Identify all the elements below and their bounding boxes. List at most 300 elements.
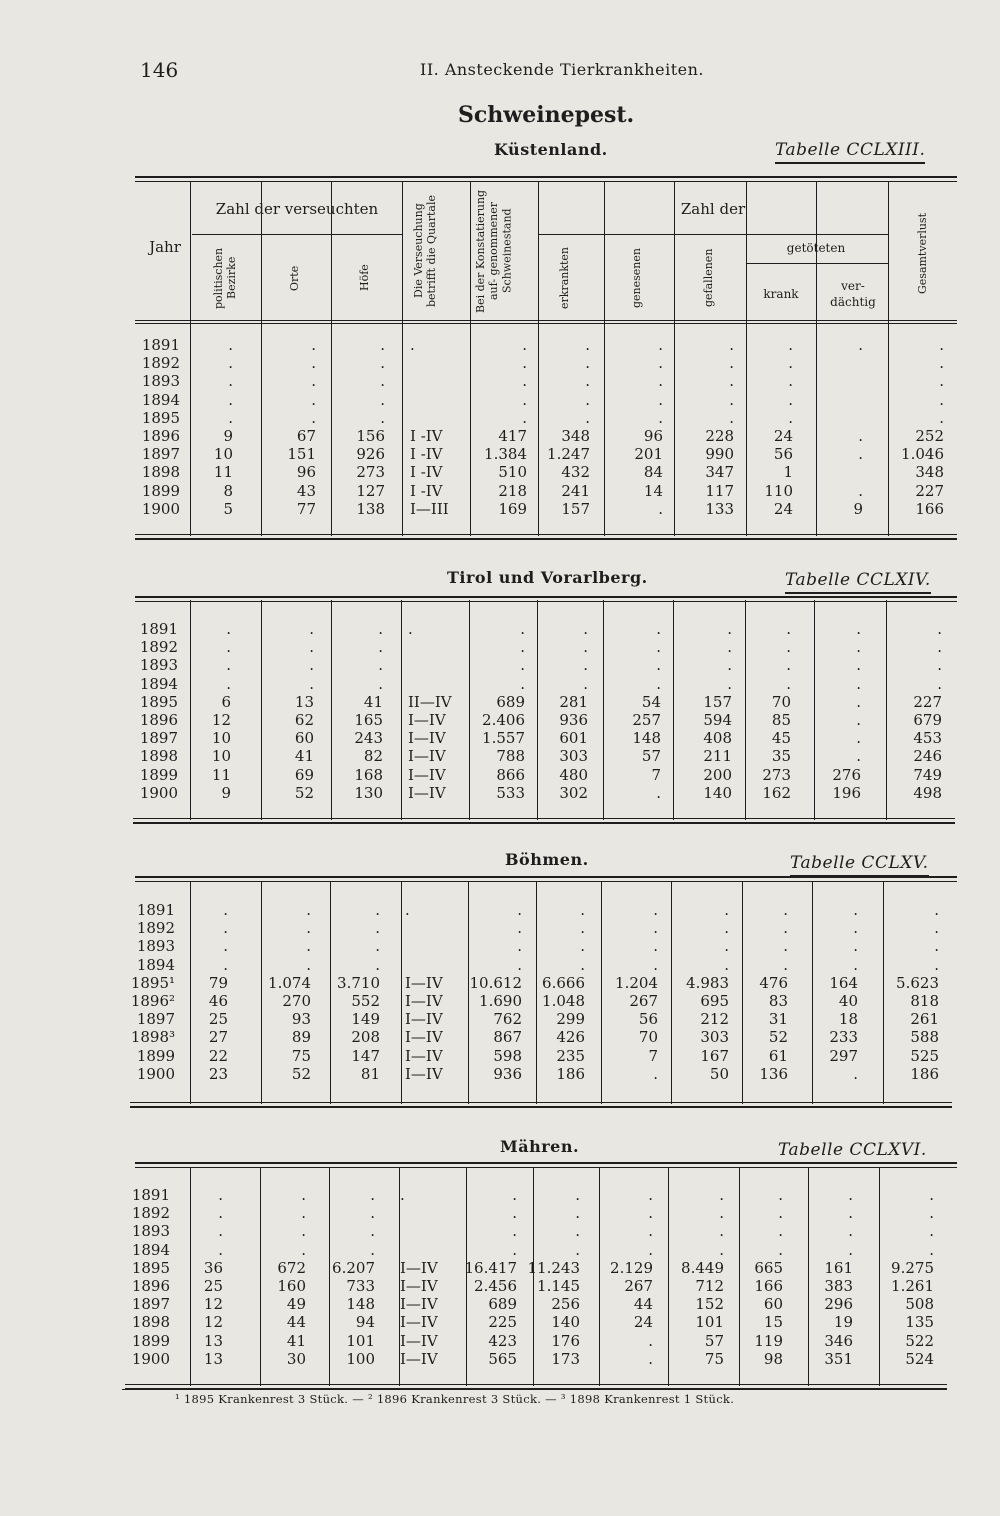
- table-cell: 75: [291, 1046, 311, 1065]
- table-cell: .: [856, 747, 861, 766]
- table-cell: .: [311, 408, 316, 427]
- table-cell: 77: [296, 499, 316, 518]
- table-cell: .: [727, 638, 732, 657]
- table-cell: [813, 409, 863, 427]
- table-cell: .: [226, 674, 231, 693]
- table-cell: 476: [759, 973, 788, 992]
- table-cell: 2.129: [610, 1258, 653, 1277]
- table-cell: .: [853, 919, 858, 938]
- table-cell: 601: [559, 729, 588, 748]
- table-cell: 598: [493, 1046, 522, 1065]
- table-cell: 990: [705, 445, 734, 464]
- table-cell: .: [786, 674, 791, 693]
- table-cell: .: [729, 372, 734, 391]
- table-cell: 11.243: [527, 1258, 580, 1277]
- table-cell: [410, 372, 470, 390]
- table-cell: 167: [700, 1046, 729, 1065]
- table-cell: .: [653, 901, 658, 919]
- table-cell: 1.261: [891, 1276, 934, 1295]
- column-krank: [741, 620, 791, 802]
- table-cell: 351: [824, 1349, 853, 1368]
- table-cell: 936: [559, 710, 588, 729]
- table-cell: 9: [853, 499, 863, 518]
- table-cell: .: [934, 901, 939, 919]
- table-cell: 1893: [139, 656, 178, 675]
- table-cell: 926: [356, 445, 385, 464]
- table-cell: 1895: [139, 692, 178, 711]
- table-cell: 762: [493, 1010, 522, 1029]
- table-cell: 10: [213, 445, 233, 464]
- table-cell: 695: [700, 991, 729, 1010]
- table-cell: .: [724, 937, 729, 956]
- table-cell: .: [522, 372, 527, 391]
- column-jahr: [128, 620, 178, 802]
- table-cell: 1900: [131, 1349, 170, 1368]
- table-cell: .: [583, 638, 588, 657]
- table-cell: I—IV: [400, 1331, 438, 1350]
- header-rule-getoeteten: [746, 263, 888, 264]
- table-cell: 408: [703, 729, 732, 748]
- table-cell: .: [218, 1204, 223, 1223]
- column-jahr: [120, 1186, 170, 1368]
- table-cell: .: [648, 1349, 653, 1368]
- table-cell: 1899: [141, 481, 180, 500]
- table-cell: I -IV: [410, 426, 443, 445]
- table-cell: 151: [287, 445, 316, 464]
- table-cell: 273: [762, 765, 791, 784]
- table-cell: .: [853, 901, 858, 919]
- table-cell: 60: [763, 1295, 783, 1314]
- table-cell: 164: [829, 973, 858, 992]
- column-quartale: [405, 901, 465, 1083]
- table-cell: 11: [211, 765, 231, 784]
- table-cell: 1893: [141, 372, 180, 391]
- table-cell: .: [309, 638, 314, 657]
- table-cell: .: [375, 901, 380, 919]
- table-cell: I—IV: [405, 1010, 443, 1029]
- table-cell: [408, 638, 468, 656]
- table-cell: I—IV: [400, 1313, 438, 1332]
- table-cell: .: [853, 937, 858, 956]
- table-cell: 453: [913, 729, 942, 748]
- table-cell: 1896²: [130, 991, 175, 1010]
- table-cell: 70: [771, 692, 791, 711]
- table-cell: .: [378, 656, 383, 675]
- table-cell: 18: [838, 1010, 858, 1029]
- table-cell: [410, 354, 470, 372]
- column-genesenen: [603, 336, 663, 518]
- table-cell: [410, 409, 470, 427]
- table-cell: 1898: [139, 747, 178, 766]
- table-cell: .: [311, 390, 316, 409]
- table-cell: 12: [203, 1313, 223, 1332]
- table-cell: 43: [296, 481, 316, 500]
- table-cell: 281: [559, 692, 588, 711]
- table-cell: 8.449: [681, 1258, 724, 1277]
- table-cell: .: [856, 710, 861, 729]
- table-cell: 2.456: [474, 1276, 517, 1295]
- table-cell: 1892: [131, 1204, 170, 1223]
- table-cell: 565: [488, 1349, 517, 1368]
- table-cell: .: [309, 656, 314, 675]
- table-cell: 417: [498, 426, 527, 445]
- table-cell: [408, 675, 468, 693]
- table-cell: 1.046: [901, 445, 944, 464]
- table-cell: 157: [703, 692, 732, 711]
- table-cell: 689: [488, 1295, 517, 1314]
- column-jahr: [130, 336, 180, 518]
- table-cell: .: [856, 656, 861, 675]
- table-cell: I—III: [410, 499, 449, 518]
- header-hoefe: Höfe: [358, 264, 371, 292]
- table-cell: I—IV: [405, 1046, 443, 1065]
- table-cell: .: [522, 336, 527, 354]
- header-quartale: Die Verseuchung betrifft die Quartale: [412, 195, 439, 307]
- table-cell: .: [727, 656, 732, 675]
- table-cell: 423: [488, 1331, 517, 1350]
- table-cell: .: [653, 955, 658, 974]
- table-cell: I—IV: [408, 729, 446, 748]
- table-cell: .: [370, 1186, 375, 1204]
- table-cell: 60: [294, 729, 314, 748]
- table-cell: .: [848, 1186, 853, 1204]
- table-cell: .: [658, 499, 663, 518]
- table-cell: 75: [704, 1349, 724, 1368]
- table-cell: .: [786, 638, 791, 657]
- table-cell: 27: [208, 1028, 228, 1047]
- table-cell: 228: [705, 426, 734, 445]
- table-cell: .: [656, 638, 661, 657]
- table-cell: 788: [496, 747, 525, 766]
- table-cell: .: [306, 919, 311, 938]
- table-cell: 5: [223, 499, 233, 518]
- region-title-maehren: Mähren.: [500, 1137, 580, 1156]
- table-cell: .: [856, 692, 861, 711]
- table-cell: I—IV: [405, 991, 443, 1010]
- table-top-rule: [135, 601, 957, 602]
- table-cell: .: [306, 937, 311, 956]
- table-cell: .: [729, 408, 734, 427]
- column-orte: [254, 620, 314, 802]
- table-cell: .: [311, 372, 316, 391]
- table-cell: 480: [559, 765, 588, 784]
- table-top-rule: [135, 881, 957, 882]
- column-krank: [738, 901, 788, 1083]
- table-cell: .: [719, 1204, 724, 1223]
- table-bottom-rule: [133, 818, 955, 819]
- table-cell: .: [583, 656, 588, 675]
- region-title-tirol: Tirol und Vorarlberg.: [447, 568, 648, 587]
- column-quartale: [400, 1186, 460, 1368]
- table-cell: 16.417: [464, 1258, 517, 1277]
- table-cell: .: [934, 937, 939, 956]
- header-erkrankten: erkrankten: [558, 247, 571, 310]
- table-cell: .: [378, 620, 383, 638]
- table-cell: 1897: [131, 1295, 170, 1314]
- table-cell: .: [856, 638, 861, 657]
- table-top-rule: [135, 1167, 957, 1168]
- table-cell: 818: [910, 991, 939, 1010]
- table-cell: .: [580, 937, 585, 956]
- table-cell: 24: [773, 426, 793, 445]
- table-cell: 1900: [136, 1064, 175, 1083]
- table-cell: .: [656, 620, 661, 638]
- table-cell: 10: [211, 747, 231, 766]
- table-cell: 347: [705, 463, 734, 482]
- table-cell: .: [375, 955, 380, 974]
- table-cell: 52: [291, 1064, 311, 1083]
- table-cell: I—IV: [405, 1028, 443, 1047]
- column-hoefe: [323, 620, 383, 802]
- table-cell: I—IV: [408, 783, 446, 802]
- table-cell: 169: [498, 499, 527, 518]
- table-cell: 119: [754, 1331, 783, 1350]
- table-cell: .: [311, 336, 316, 354]
- table-cell: 594: [703, 710, 732, 729]
- table-cell: 522: [905, 1331, 934, 1350]
- table-cell: 712: [695, 1276, 724, 1295]
- table-cell: [813, 354, 863, 372]
- table-cell: 252: [915, 426, 944, 445]
- table-cell: 89: [291, 1028, 311, 1047]
- table-cell: 1891: [141, 336, 180, 354]
- table-cell: .: [848, 1240, 853, 1259]
- table-cell: 508: [905, 1295, 934, 1314]
- column-divider: [401, 882, 402, 1104]
- column-gefallenen: [664, 1186, 724, 1368]
- table-cell: 35: [771, 747, 791, 766]
- table-cell: 1891: [131, 1186, 170, 1204]
- table-cell: 186: [910, 1064, 939, 1083]
- header-getoeteten: getöteten: [786, 241, 846, 255]
- table-cell: .: [520, 674, 525, 693]
- table-cell: 1898: [141, 463, 180, 482]
- table-cell: 1892: [141, 354, 180, 373]
- table-cell: 267: [624, 1276, 653, 1295]
- table-cell: 9.275: [891, 1258, 934, 1277]
- table-cell: 1.048: [542, 991, 585, 1010]
- table-cell: .: [653, 937, 658, 956]
- table-cell: 79: [208, 973, 228, 992]
- table-cell: 296: [824, 1295, 853, 1314]
- table-cell: 1897: [141, 445, 180, 464]
- table-cell: 25: [203, 1276, 223, 1295]
- table-bottom-rule: [125, 1384, 947, 1385]
- table-cell: .: [522, 390, 527, 409]
- table-cell: 5.623: [896, 973, 939, 992]
- table-cell: 24: [633, 1313, 653, 1332]
- table-cell: .: [783, 919, 788, 938]
- table-cell: 665: [754, 1258, 783, 1277]
- table-cell: 1.204: [615, 973, 658, 992]
- table-cell: .: [585, 408, 590, 427]
- table-cell: 83: [768, 991, 788, 1010]
- table-cell: .: [858, 481, 863, 500]
- table-cell: 140: [551, 1313, 580, 1332]
- table-cell: 235: [556, 1046, 585, 1065]
- table-cell: .: [729, 390, 734, 409]
- table-cell: .: [228, 336, 233, 354]
- table-cell: .: [580, 955, 585, 974]
- table-bottom-rule: [125, 1388, 947, 1390]
- column-genesenen: [598, 901, 658, 1083]
- table-cell: 208: [351, 1028, 380, 1047]
- table-cell: 45: [771, 729, 791, 748]
- column-erkrankten: [530, 336, 590, 518]
- table-label-cclxvi: Tabelle CCLXVI.: [778, 1140, 927, 1164]
- page-title: Schweinepest.: [458, 102, 635, 128]
- table-cell: 84: [643, 463, 663, 482]
- table-cell: 173: [551, 1349, 580, 1368]
- table-cell: [400, 1241, 460, 1259]
- table-cell: .: [929, 1186, 934, 1204]
- column-gefallenen: [669, 901, 729, 1083]
- table-cell: 52: [768, 1028, 788, 1047]
- table-cell: .: [585, 390, 590, 409]
- table-cell: .: [858, 445, 863, 464]
- column-gefallenen: [672, 620, 732, 802]
- region-title-kuestenland: Küstenland.: [494, 140, 608, 159]
- table-cell: .: [575, 1240, 580, 1259]
- table-cell: 1891: [136, 901, 175, 919]
- table-cell: .: [370, 1240, 375, 1259]
- table-cell: 41: [286, 1331, 306, 1350]
- column-schweinestand: [462, 901, 522, 1083]
- table-cell: .: [585, 354, 590, 373]
- column-bezirke: [191, 620, 231, 802]
- table-cell: [405, 956, 465, 974]
- table-cell: .: [512, 1222, 517, 1241]
- table-cell: .: [380, 390, 385, 409]
- table-cell: 152: [695, 1295, 724, 1314]
- table-cell: I—IV: [408, 747, 446, 766]
- table-cell: .: [724, 901, 729, 919]
- table-cell: 302: [559, 783, 588, 802]
- header-bottom-rule-2: [135, 323, 957, 324]
- table-cell: I—IV: [408, 710, 446, 729]
- table-cell: 19: [833, 1313, 853, 1332]
- table-cell: 1892: [136, 919, 175, 938]
- column-verdaechtig: [811, 620, 861, 802]
- table-cell: 100: [346, 1349, 375, 1368]
- table-cell: .: [937, 620, 942, 638]
- table-cell: .: [858, 426, 863, 445]
- table-cell: .: [648, 1204, 653, 1223]
- table-cell: 61: [768, 1046, 788, 1065]
- table-cell: 1894: [131, 1240, 170, 1259]
- table-cell: .: [653, 919, 658, 938]
- table-cell: 160: [277, 1276, 306, 1295]
- table-cell: 13: [294, 692, 314, 711]
- column-divider: [402, 182, 403, 536]
- table-cell: 133: [705, 499, 734, 518]
- table-top-rule-inner: [135, 181, 957, 182]
- table-cell: 383: [824, 1276, 853, 1295]
- table-cell: 270: [282, 991, 311, 1010]
- table-bottom-rule: [133, 822, 955, 824]
- table-cell: 689: [496, 692, 525, 711]
- table-cell: 867: [493, 1028, 522, 1047]
- table-cell: .: [517, 901, 522, 919]
- table-cell: 176: [551, 1331, 580, 1350]
- table-top-rule: [135, 176, 957, 178]
- table-cell: 6.207: [332, 1258, 375, 1277]
- table-cell: .: [856, 620, 861, 638]
- table-cell: 36: [203, 1258, 223, 1277]
- table-cell: 41: [294, 747, 314, 766]
- table-cell: 1900: [139, 783, 178, 802]
- table-cell: .: [939, 354, 944, 373]
- table-cell: .: [778, 1222, 783, 1241]
- table-cell: 299: [556, 1010, 585, 1029]
- table-cell: 1892: [139, 638, 178, 657]
- table-cell: .: [856, 674, 861, 693]
- table-cell: 1: [783, 463, 793, 482]
- table-cell: .: [517, 955, 522, 974]
- table-cell: .: [218, 1222, 223, 1241]
- table-cell: 267: [629, 991, 658, 1010]
- table-cell: 1.145: [537, 1276, 580, 1295]
- table-cell: 140: [703, 783, 732, 802]
- header-orte: Orte: [288, 265, 301, 291]
- table-cell: 196: [832, 783, 861, 802]
- column-verdaechtig: [808, 901, 858, 1083]
- header-schweinestand: Bei der Konstatierung auf- genommener Schweinestand: [474, 189, 514, 313]
- table-cell: 246: [913, 747, 942, 766]
- table-cell: .: [583, 674, 588, 693]
- table-cell: 23: [208, 1064, 228, 1083]
- table-cell: 148: [346, 1295, 375, 1314]
- table-bottom-rule: [130, 1106, 952, 1108]
- table-cell: 1893: [131, 1222, 170, 1241]
- table-cell: .: [400, 1186, 405, 1204]
- table-cell: .: [218, 1240, 223, 1259]
- table-cell: .: [858, 336, 863, 354]
- table-cell: 46: [208, 991, 228, 1010]
- table-cell: .: [223, 919, 228, 938]
- table-cell: 276: [832, 765, 861, 784]
- table-cell: 1899: [136, 1046, 175, 1065]
- table-cell: .: [228, 408, 233, 427]
- footnote: ¹ 1895 Krankenrest 3 Stück. — ² 1896 Krankenrest 3 Stück. — ³ 1898 Krankenrest 1 Stück.: [175, 1392, 735, 1406]
- table-cell: I -IV: [410, 445, 443, 464]
- column-gesamtverlust: [887, 620, 942, 802]
- table-cell: 12: [211, 710, 231, 729]
- header-genesenen: genesenen: [630, 248, 643, 308]
- table-cell: 136: [759, 1064, 788, 1083]
- column-bezirke: [183, 1186, 223, 1368]
- table-top-rule: [135, 596, 957, 598]
- table-cell: .: [226, 620, 231, 638]
- table-cell: 44: [286, 1313, 306, 1332]
- table-cell: I—IV: [400, 1258, 438, 1277]
- column-krank: [733, 1186, 783, 1368]
- table-cell: .: [648, 1331, 653, 1350]
- table-cell: .: [929, 1222, 934, 1241]
- table-cell: .: [226, 656, 231, 675]
- column-genesenen: [593, 1186, 653, 1368]
- table-cell: .: [648, 1222, 653, 1241]
- table-cell: 67: [296, 426, 316, 445]
- table-cell: 1899: [139, 765, 178, 784]
- table-cell: 733: [346, 1276, 375, 1295]
- table-cell: .: [934, 955, 939, 974]
- table-cell: .: [658, 390, 663, 409]
- table-cell: .: [580, 919, 585, 938]
- table-cell: .: [575, 1204, 580, 1223]
- table-cell: 135: [905, 1313, 934, 1332]
- table-cell: 1895¹: [130, 973, 175, 992]
